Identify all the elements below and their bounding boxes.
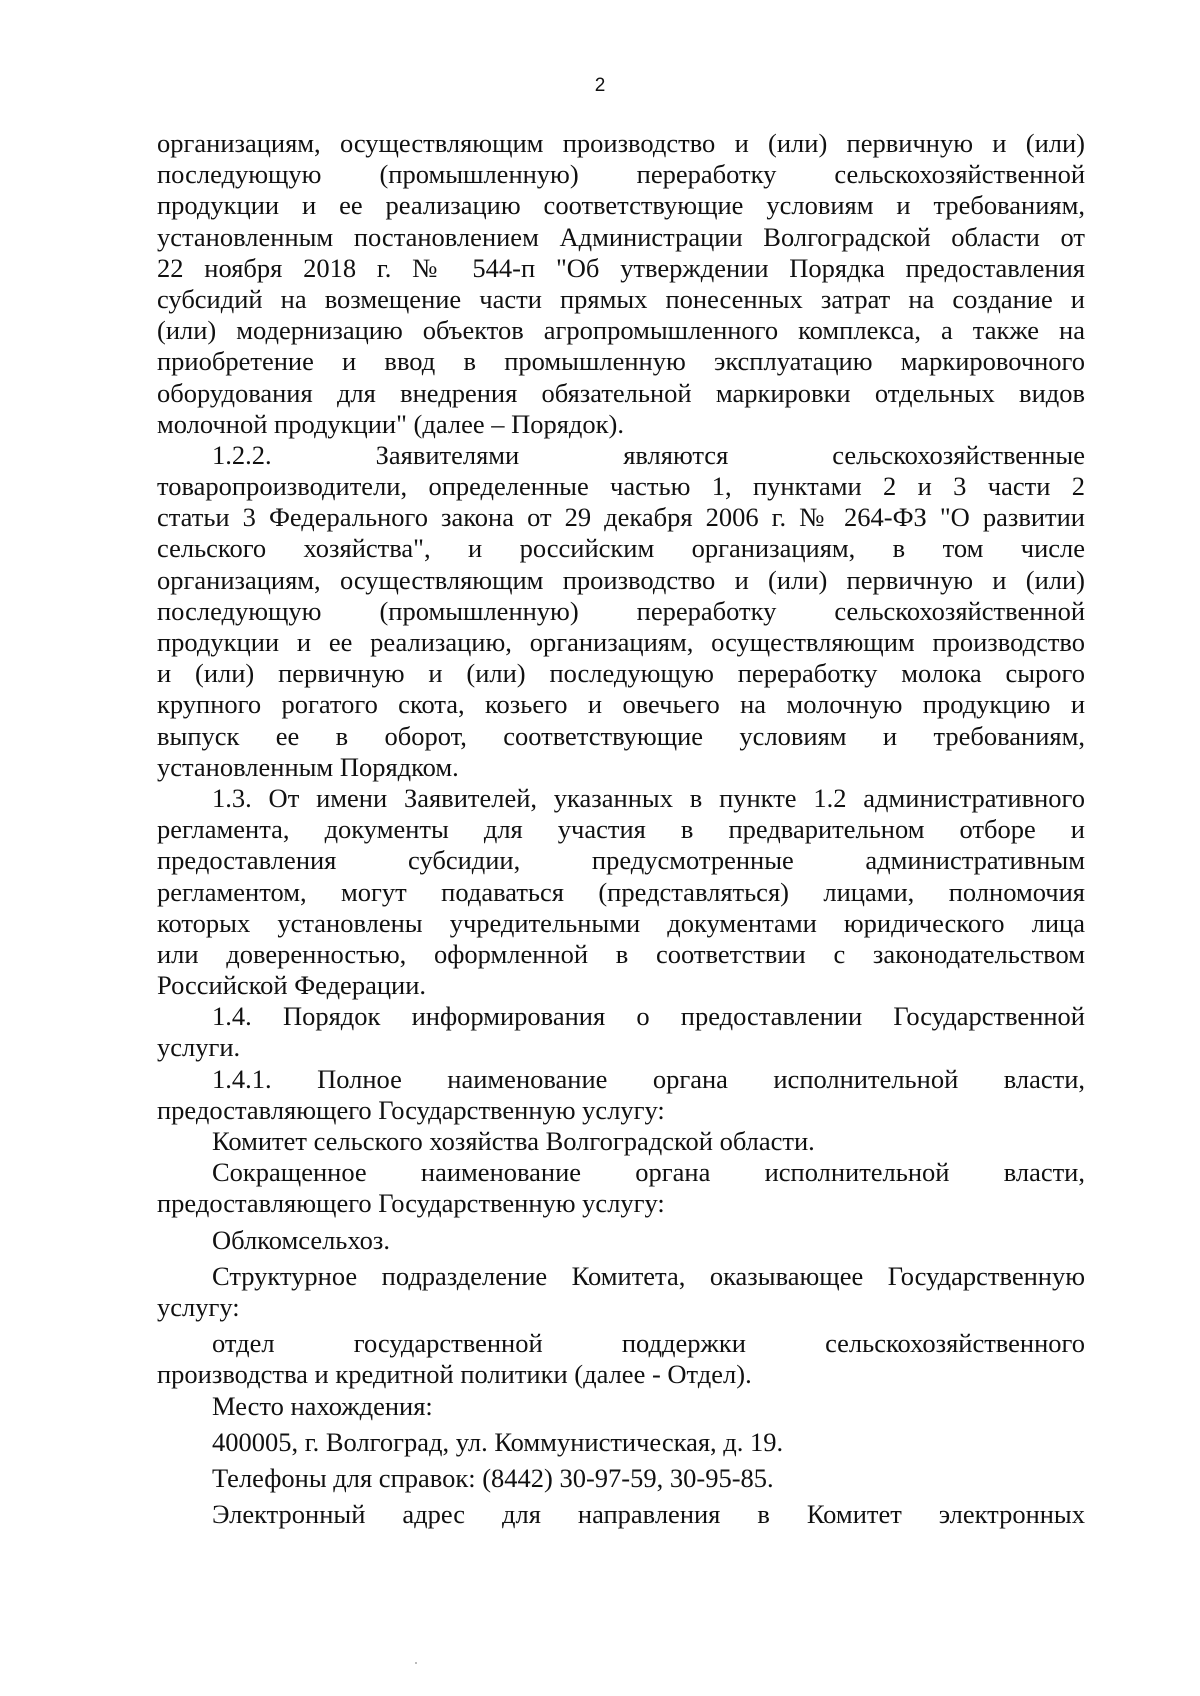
text-line: молочной продукции" (далее – Порядок). [157,408,624,439]
paragraph-start: 1.2.2. Заявителями являются сельскохозяйственные [212,439,1085,470]
text-line: Российской Федерации. [157,970,426,1001]
text-line: и (или) первичную и (или) последующую переработку молока сырого [157,658,1085,689]
text-line: регламентом, могут подаваться (представляться) лицами, полномочия [157,876,1085,907]
text-line: регламента, документы для участия в предварительном отборе и [157,814,1085,845]
paragraph-start: 1.4. Порядок информирования о предоставлении Государственной [212,1001,1085,1032]
text-line: услугу: [157,1291,240,1322]
text-line: предоставляющего Государственную услугу: [157,1094,665,1125]
paragraph-start: Комитет сельского хозяйства Волгоградской области. [212,1126,815,1156]
text-line: крупного рогатого скота, козьего и овечьего на молочную продукцию и [157,689,1085,720]
text-line: которых установлены учредительными документами юридического лица [157,907,1085,938]
text-line: 22 ноября 2018 г. № 544-п "Об утверждении Порядка предоставления [157,252,1085,283]
text-line: приобретение и ввод в промышленную эксплуатацию маркировочного [157,346,1085,377]
text-line: продукции и ее реализацию соответствующие условиям и требованиям, [157,190,1085,221]
document-body [157,128,1085,1530]
paragraph-start: 1.4.1. Полное наименование органа исполнительной власти, [212,1063,1085,1094]
text-line: товаропроизводители, определенные частью 1, пунктами 2 и 3 части 2 [157,471,1085,502]
text-line: организациям, осуществляющим производство и (или) первичную и (или) [157,128,1085,158]
paragraph-start: Сокращенное наименование органа исполнительной власти, [212,1157,1085,1188]
text-line: предоставляющего Государственную услугу: [157,1188,665,1219]
text-line: установленным Порядком. [157,751,459,782]
page-number: 2 [594,75,606,96]
paragraph-start: Место нахождения: [212,1390,433,1421]
text-line: сельского хозяйства", и российским организациям, в том числе [157,533,1085,564]
text-line: или доверенностью, оформленной в соответствии с законодательством [157,938,1085,969]
paragraph-start: Электронный адрес для направления в Комитет электронных [212,1499,1085,1530]
text-line: выпуск ее в оборот, соответствующие условиям и требованиям, [157,720,1085,751]
text-line: оборудования для внедрения обязательной маркировки отдельных видов [157,377,1085,408]
text-line: последующую (промышленную) переработку сельскохозяйственной [157,159,1085,190]
text-line: установленным постановлением Администрации Волгоградской области от [157,221,1085,252]
paragraph-start: отдел государственной поддержки сельскохозяйственного [212,1328,1085,1359]
text-line: услуги. [157,1032,241,1063]
text-line: последующую (промышленную) переработку сельскохозяйственной [157,595,1085,626]
scan-speck [415,1662,417,1664]
text-line: организациям, осуществляющим производство и (или) первичную и (или) [157,564,1085,595]
paragraph-start: Телефоны для справок: (8442) 30-97-59, 30-95-85. [212,1462,774,1493]
text-line: производства и кредитной политики (далее - Отдел). [157,1359,752,1390]
text-line: (или) модернизацию объектов агропромышленного комплекса, а также на [157,315,1085,346]
text-line: продукции и ее реализацию, организациям, осуществляющим производство [157,627,1085,657]
text-line: предоставления субсидии, предусмотренные административным [157,845,1085,876]
paragraph-start: 400005, г. Волгоград, ул. Коммунистическая, д. 19. [212,1426,784,1457]
paragraph-start: 1.3. От имени Заявителей, указанных в пункте 1.2 административного [212,782,1085,813]
paragraph-start: Структурное подразделение Комитета, оказывающее Государственную [212,1260,1085,1291]
text-line: статьи 3 Федерального закона от 29 декабря 2006 г. № 264-ФЗ "О развитии [157,502,1085,533]
text-line: субсидий на возмещение части прямых понесенных затрат на создание и [157,283,1085,314]
paragraph-start: Облкомсельхоз. [212,1224,390,1255]
